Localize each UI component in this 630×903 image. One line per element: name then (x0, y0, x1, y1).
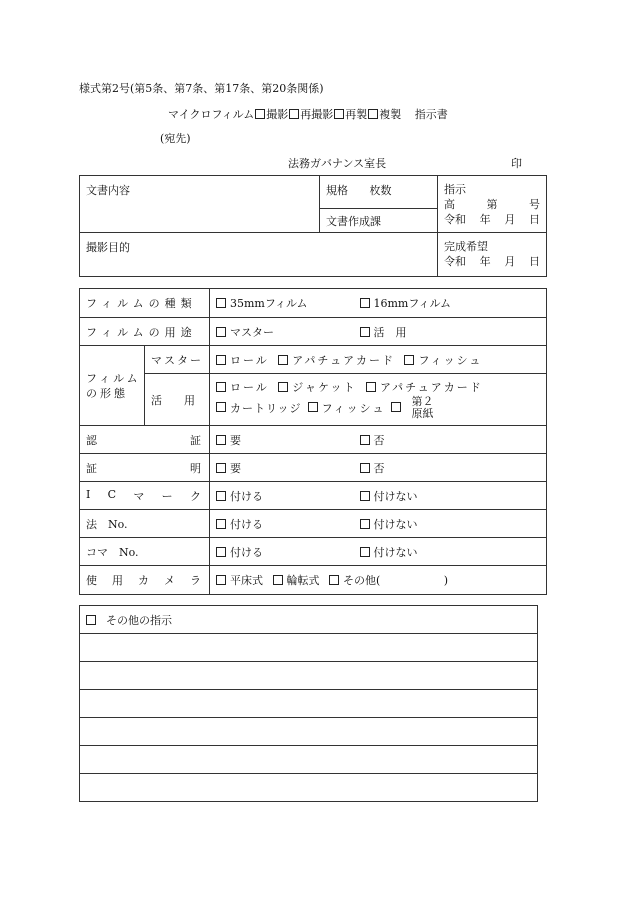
addressee: (宛先) (160, 132, 191, 145)
law-no-options: 付ける 付けない (210, 510, 547, 538)
checkbox-master-aperture[interactable] (278, 355, 288, 365)
count-label: 枚数 (369, 184, 392, 197)
certification-label: 認 証 (80, 426, 210, 454)
form-use-label: 活 用 (145, 374, 210, 426)
title-prefix: マイクロフィルム (168, 108, 255, 121)
purpose-label: 撮影目的 (86, 241, 130, 254)
instruction-label: 指示 (444, 183, 466, 196)
title-option-remake: 再製 (345, 108, 368, 121)
form-number: 様式第2号(第5条、第7条、第17条、第20条関係) (79, 82, 324, 95)
ic-mark-options: 付ける 付けない (210, 482, 547, 510)
second-original-label: 第２ 原紙 (411, 395, 434, 420)
checkbox-cert-no[interactable] (360, 435, 370, 445)
completion-date: 令和 年 月 日 (444, 255, 540, 268)
proof-label: 証 明 (80, 454, 210, 482)
checkbox-camera-rotary[interactable] (273, 575, 283, 585)
content-cell[interactable] (80, 176, 320, 233)
checkbox-use-active[interactable] (360, 327, 370, 337)
checkbox-remake[interactable] (334, 109, 344, 119)
checkbox-use-master[interactable] (216, 327, 226, 337)
checkbox-ic-off[interactable] (360, 491, 370, 501)
other-instructions-label: その他の指示 (106, 613, 172, 627)
completion-cell[interactable] (438, 233, 547, 277)
camera-options: 平床式 輪転式 その他( ) (210, 566, 547, 595)
certification-options: 要 否 (210, 426, 547, 454)
recipient: 法務ガバナンス室長 (288, 157, 387, 170)
checkbox-use-fiche[interactable] (308, 402, 318, 412)
form-title (168, 106, 448, 122)
checkbox-camera-flatbed[interactable] (216, 575, 226, 585)
title-option-reshoot: 再撮影 (300, 108, 334, 121)
film-use-options: マスター 活 用 (210, 318, 547, 346)
checkbox-16mm[interactable] (360, 298, 370, 308)
checkbox-cert-yes[interactable] (216, 435, 226, 445)
instruction-cell[interactable] (438, 176, 547, 233)
checkbox-shoot[interactable] (255, 109, 265, 119)
instruction-code: 高 第 号 (444, 198, 540, 211)
checkbox-frame-off[interactable] (360, 547, 370, 557)
dept-label: 文書作成課 (326, 214, 381, 228)
checkbox-law-off[interactable] (360, 519, 370, 529)
checkbox-reshoot[interactable] (289, 109, 299, 119)
checkbox-camera-other[interactable] (329, 575, 339, 585)
ic-mark-label: I C マ ー ク (80, 482, 210, 510)
title-option-copy: 複製 (379, 108, 402, 121)
frame-no-label: コマ No. (80, 538, 210, 566)
other-instructions-line[interactable] (80, 746, 538, 774)
dept-cell[interactable] (320, 209, 438, 233)
film-form-label: フィルム の形態 (80, 346, 145, 426)
film-type-label: フィルムの種類 (80, 289, 210, 318)
title-option-shoot: 撮影 (266, 108, 289, 121)
completion-label: 完成希望 (444, 240, 488, 253)
other-instructions-line[interactable] (80, 662, 538, 690)
frame-no-options: 付ける 付けない (210, 538, 547, 566)
checkbox-frame-on[interactable] (216, 547, 226, 557)
form-use-row2: カートリッジ フィッシュ 第２ 原紙 (216, 396, 540, 420)
other-instructions-table (79, 605, 538, 802)
form-master-label: マスター (145, 346, 210, 374)
form-use-row1: ロール ジャケット アパチュアカード (216, 379, 540, 396)
checkbox-master-fiche[interactable] (404, 355, 414, 365)
title-suffix: 指示書 (414, 108, 448, 121)
other-instructions-line[interactable] (80, 634, 538, 662)
seal-mark: 印 (511, 157, 522, 170)
other-instructions-header (80, 606, 538, 634)
checkbox-use-second-original[interactable] (391, 402, 401, 412)
purpose-cell[interactable] (80, 233, 438, 277)
checkbox-other-instructions[interactable] (86, 615, 96, 625)
checkbox-copy[interactable] (368, 109, 378, 119)
checkbox-use-cartridge[interactable] (216, 402, 226, 412)
checkbox-use-jacket[interactable] (278, 382, 288, 392)
film-table (79, 288, 547, 595)
spec-cell[interactable] (320, 176, 438, 209)
checkbox-35mm[interactable] (216, 298, 226, 308)
checkbox-ic-on[interactable] (216, 491, 226, 501)
checkbox-use-roll[interactable] (216, 382, 226, 392)
content-label: 文書内容 (86, 184, 130, 197)
other-instructions-line[interactable] (80, 718, 538, 746)
checkbox-use-aperture[interactable] (366, 382, 376, 392)
camera-label: 使 用 カ メ ラ (80, 566, 210, 595)
checkbox-proof-no[interactable] (360, 463, 370, 473)
form-use-options (210, 374, 547, 426)
other-instructions-line[interactable] (80, 774, 538, 802)
checkbox-law-on[interactable] (216, 519, 226, 529)
film-type-options: 35mmフィルム 16mmフィルム (210, 289, 547, 318)
form-master-options: ロール アパチュアカード フィッシュ (210, 346, 547, 374)
law-no-label: 法 No. (80, 510, 210, 538)
header-table (79, 175, 547, 277)
checkbox-master-roll[interactable] (216, 355, 226, 365)
proof-options: 要 否 (210, 454, 547, 482)
checkbox-proof-yes[interactable] (216, 463, 226, 473)
spec-label: 規格 (326, 184, 348, 197)
film-use-label: フィルムの用途 (80, 318, 210, 346)
other-instructions-line[interactable] (80, 690, 538, 718)
instruction-date: 令和 年 月 日 (444, 213, 540, 226)
